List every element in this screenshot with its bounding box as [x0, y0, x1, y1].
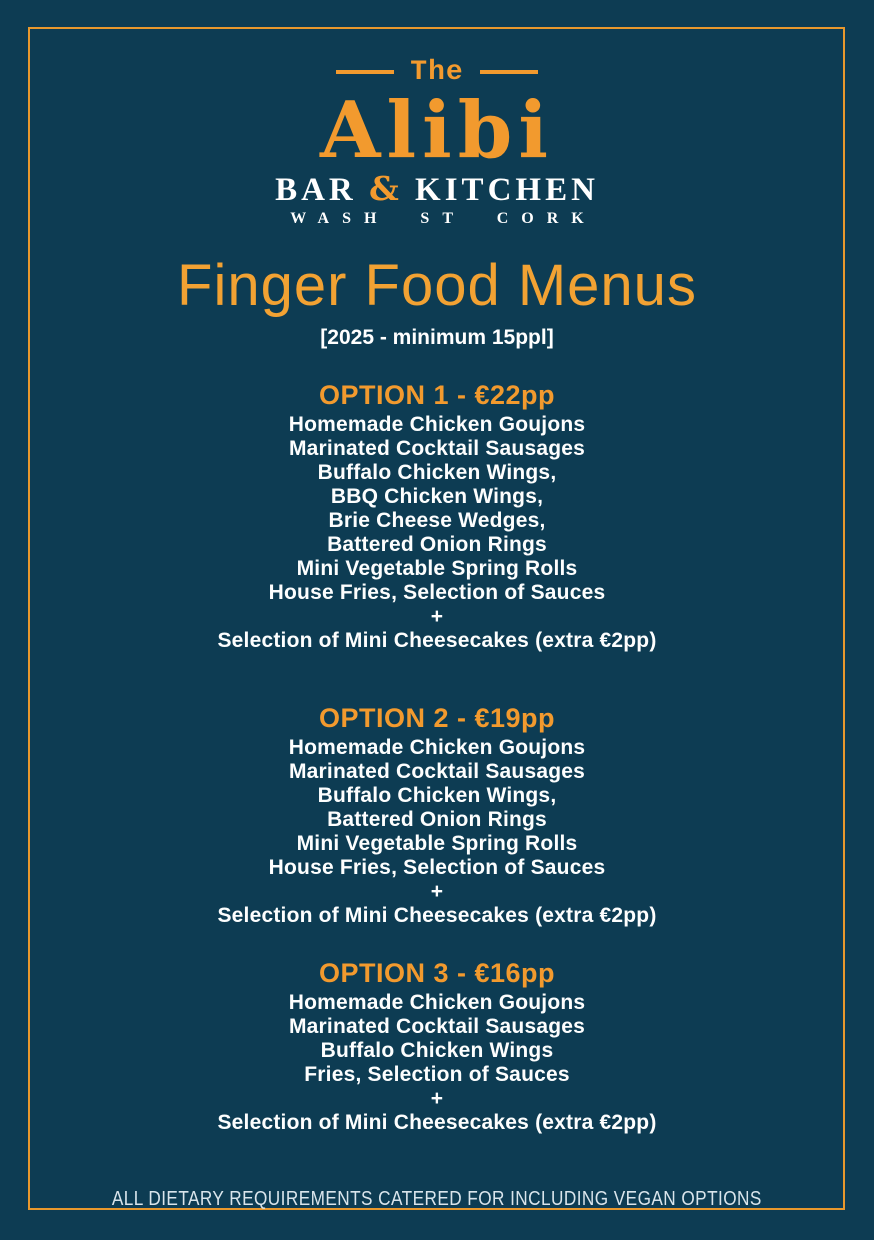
dietary-note: ALL DIETARY REQUIREMENTS CATERED FOR INCLUDING VEGAN OPTIONS: [112, 1188, 762, 1210]
menu-item: House Fries, Selection of Sauces: [268, 581, 606, 604]
logo-subtitle-kitchen: KITCHEN: [415, 172, 599, 208]
menu-option-3: [0, 958, 874, 1135]
menu-item: Marinated Cocktail Sausages: [288, 1015, 585, 1038]
menu-item: Buffalo Chicken Wings: [320, 1039, 554, 1062]
menu-item: Brie Cheese Wedges,: [328, 509, 546, 532]
menu-option-2: [0, 703, 874, 928]
menu-item: BBQ Chicken Wings,: [330, 485, 544, 508]
logo-address: WASH ST CORK: [290, 210, 597, 227]
extra-item: Selection of Mini Cheesecakes (extra €2pp): [217, 904, 657, 927]
menu-item: Mini Vegetable Spring Rolls: [296, 557, 578, 580]
logo-subtitle: [0, 169, 874, 208]
menu-item: Battered Onion Rings: [327, 533, 547, 556]
extra-item: Selection of Mini Cheesecakes (extra €2pp): [217, 1111, 657, 1134]
logo-subtitle-bar: BAR: [275, 172, 357, 208]
logo-pre-title: The: [410, 56, 464, 88]
option-item-list: [0, 736, 874, 880]
menu-item: Buffalo Chicken Wings,: [317, 461, 557, 484]
menu-option-1: [0, 380, 874, 653]
plus-sign: +: [430, 605, 444, 628]
menu-item: Buffalo Chicken Wings,: [317, 784, 557, 807]
menu-options: [0, 380, 874, 1135]
page-title: Finger Food Menus: [177, 253, 697, 318]
footer: [0, 1135, 874, 1211]
menu-item: Homemade Chicken Goujons: [288, 413, 586, 436]
menu-item: Marinated Cocktail Sausages: [288, 437, 585, 460]
logo-name: Alibi: [320, 85, 554, 176]
option-heading: OPTION 2 - €19pp: [318, 703, 556, 733]
restaurant-logo: [0, 0, 874, 230]
logo-pre-title-row: [0, 56, 874, 88]
page-subtitle: [2025 - minimum 15ppl]: [320, 326, 554, 349]
plus-sign: +: [430, 1087, 444, 1110]
menu-item: Mini Vegetable Spring Rolls: [296, 832, 578, 855]
logo-dash-left: [336, 70, 394, 74]
option-item-list: [0, 413, 874, 605]
logo-dash-right: [480, 70, 538, 74]
menu-item: Homemade Chicken Goujons: [288, 736, 586, 759]
menu-item: Fries, Selection of Sauces: [304, 1063, 570, 1086]
menu-item: Battered Onion Rings: [327, 808, 547, 831]
option-item-list: [0, 991, 874, 1087]
plus-sign: +: [430, 880, 444, 903]
menu-item: Homemade Chicken Goujons: [288, 991, 586, 1014]
menu-item: House Fries, Selection of Sauces: [268, 856, 606, 879]
menu-item: Marinated Cocktail Sausages: [288, 760, 585, 783]
option-heading: OPTION 3 - €16pp: [318, 958, 556, 988]
option-heading: OPTION 1 - €22pp: [318, 380, 556, 410]
logo-ampersand: &: [369, 169, 403, 208]
extra-item: Selection of Mini Cheesecakes (extra €2pp): [217, 629, 657, 652]
